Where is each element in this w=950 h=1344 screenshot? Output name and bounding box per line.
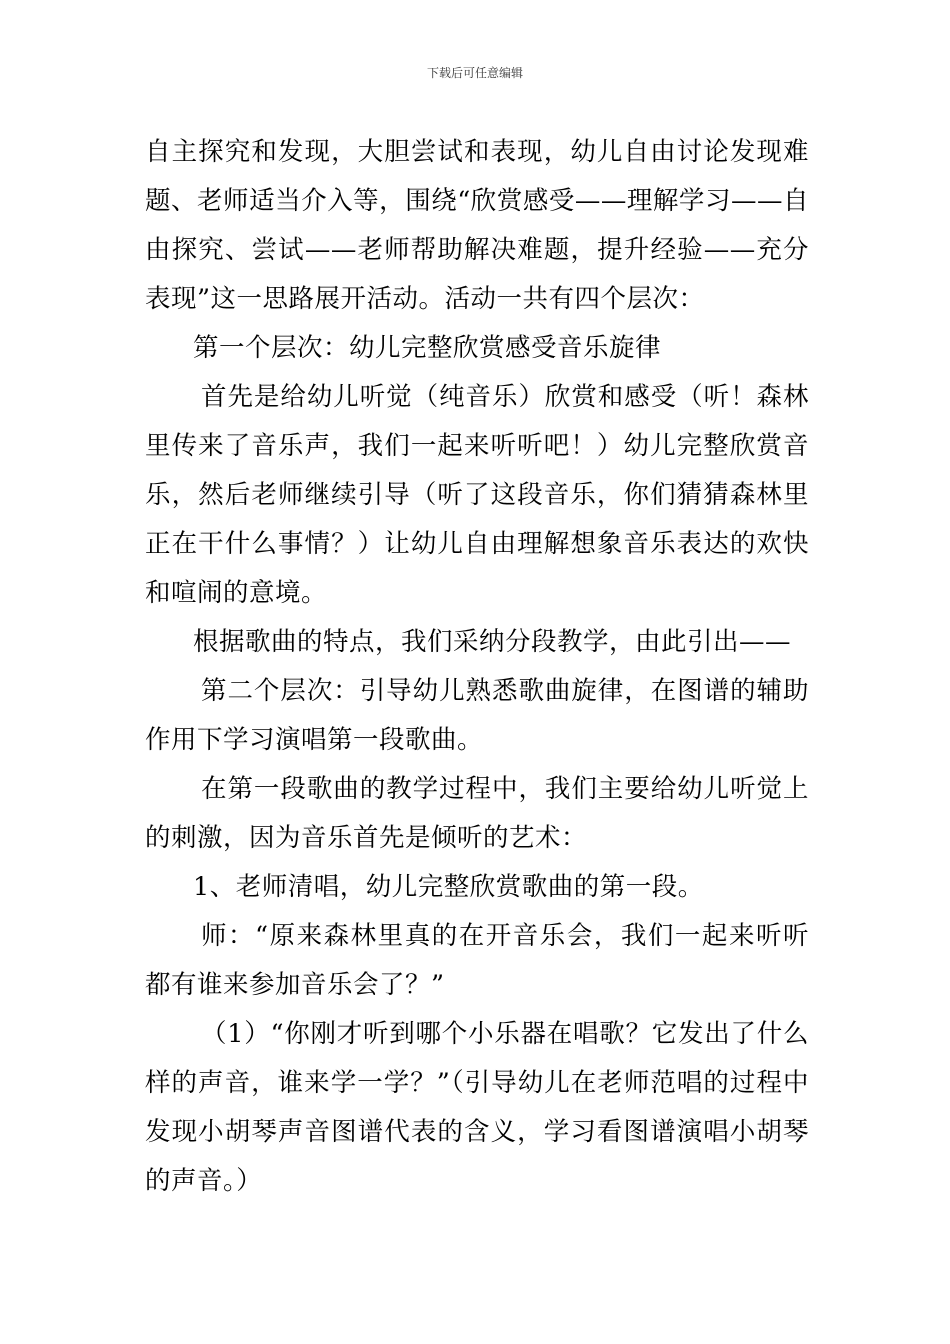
paragraph-sub-item-1: （1）“你刚才听到哪个小乐器在唱歌？它发出了什么样的声音，谁来学一学？”（引导幼儿在老师范唱的过程中发现小胡琴声音图谱代表的含义，学习看图谱演唱小胡琴的声音。） xyxy=(145,1019,809,1196)
page-header-note: 下载后可任意编辑 xyxy=(426,66,523,80)
paragraph: 自主探究和发现，大胆尝试和表现，幼儿自由讨论发现难题、老师适当介入等，围绕“欣赏感受——理解学习——自由探究、尝试——老师帮助解决难题，提升经验——充分表现”这一思路展开活动。活动一共有四个层次： xyxy=(145,137,809,314)
paragraph-heading-level-2: 第二个层次：引导幼儿熟悉歌曲旋律，在图谱的辅助作用下学习演唱第一段歌曲。 xyxy=(145,676,809,755)
paragraph: 首先是给幼儿听觉（纯音乐）欣赏和感受（听！森林里传来了音乐声，我们一起来听听吧！）幼儿完整欣赏音乐，然后老师继续引导（听了这段音乐，你们猜猜森林里正在干什么事情？）让幼儿自由理解想象音乐表达的欢快和喧闹的意境。 xyxy=(145,382,809,608)
paragraph: 根据歌曲的特点，我们采纳分段教学，由此引出—— xyxy=(193,627,792,657)
paragraph-heading-level-1: 第一个层次：幼儿完整欣赏感受音乐旋律 xyxy=(193,333,662,363)
document-body xyxy=(145,128,809,1206)
paragraph: 在第一段歌曲的教学过程中，我们主要给幼儿听觉上的刺激，因为音乐首先是倾听的艺术： xyxy=(145,774,809,853)
paragraph-teacher-quote: 师：“原来森林里真的在开音乐会，我们一起来听听都有谁来参加音乐会了？” xyxy=(145,921,809,1000)
paragraph-list-item-1: 1、老师清唱，幼儿完整欣赏歌曲的第一段。 xyxy=(193,872,704,902)
